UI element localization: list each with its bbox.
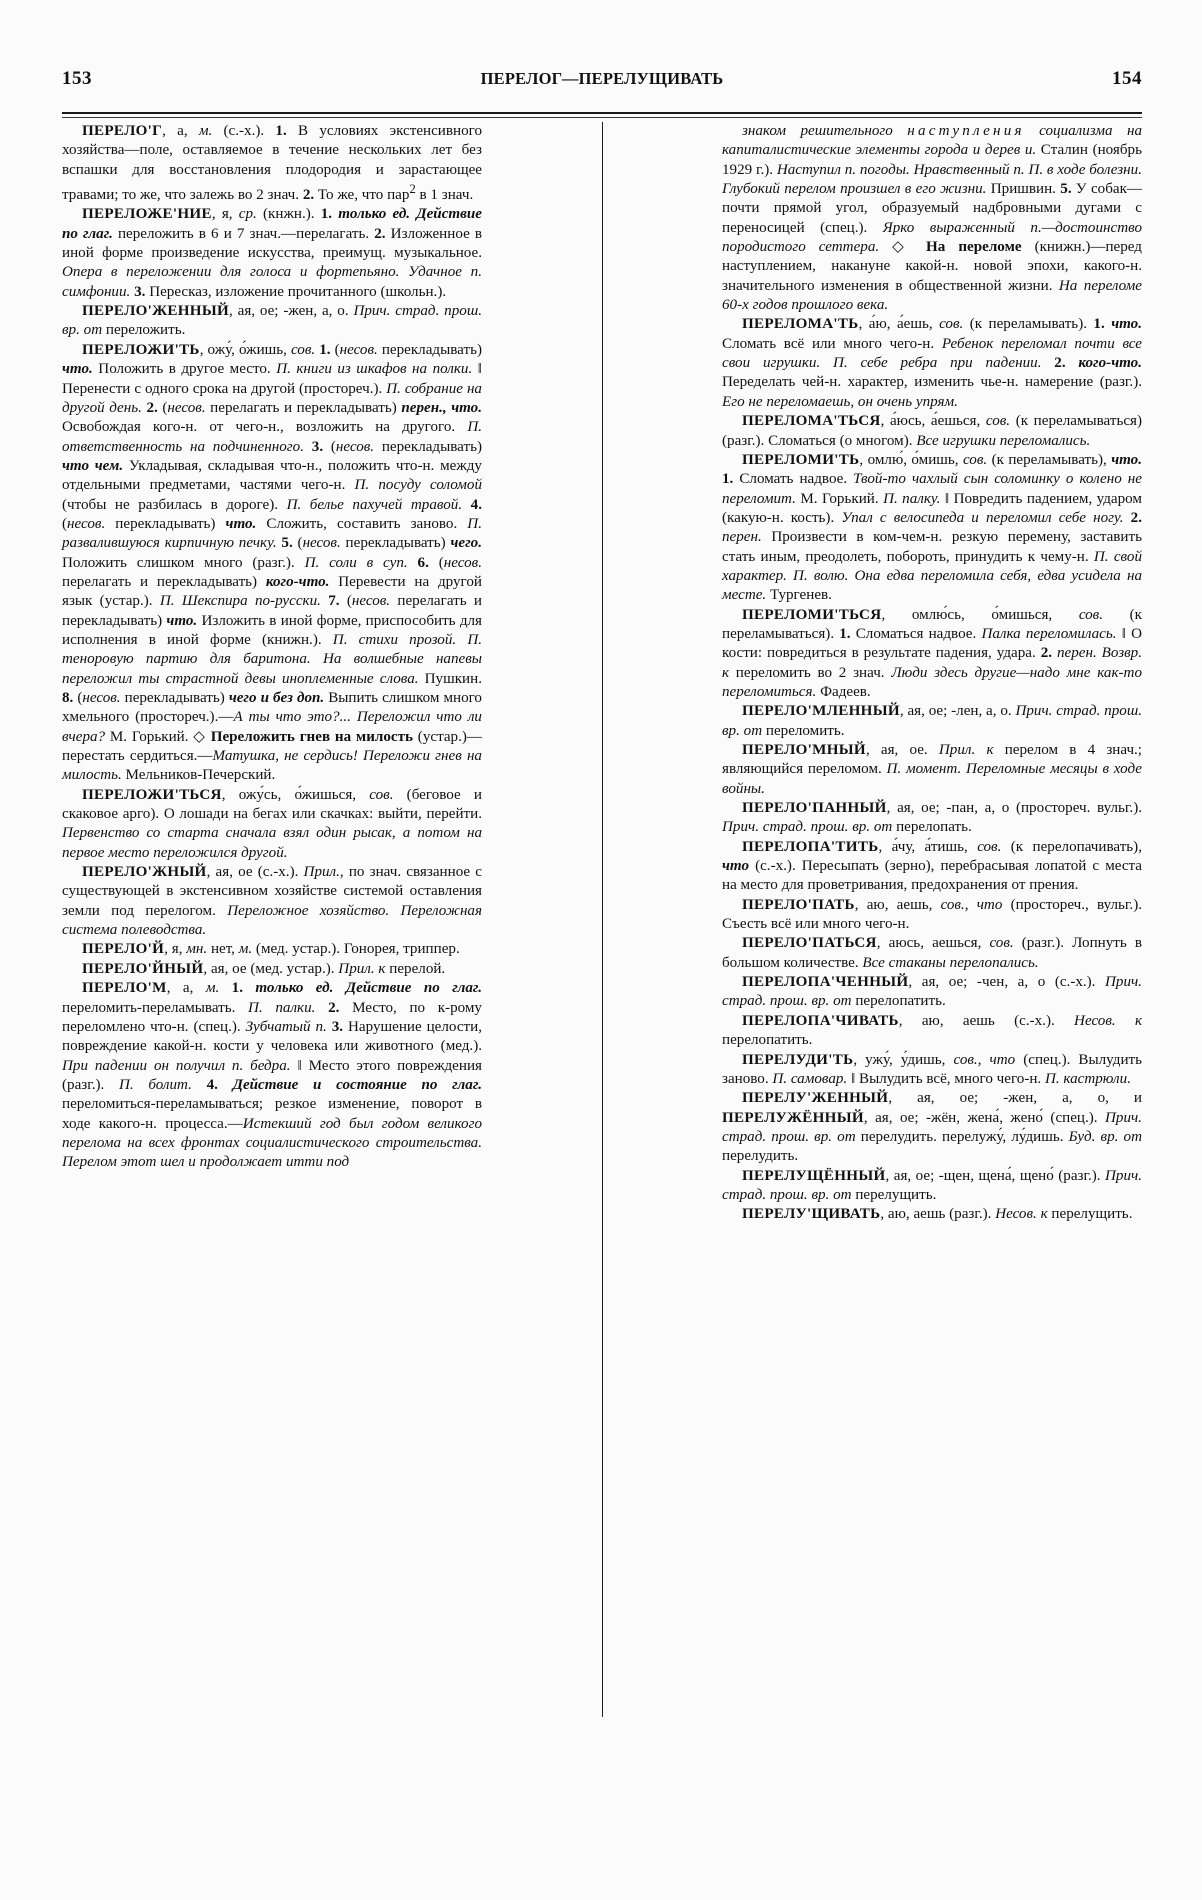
dictionary-entry: ПЕРЕЛОЖИ'ТЬСЯ, ожу́сь, о́жишься, сов. (беговое и скаковое арго). О лошади на бегах или скачках: выйти, перейти. Первенство со старта сначала взял один рысак, а потом на первое место переложился другой. (62, 786, 482, 861)
folio-right: 154 (1112, 68, 1142, 89)
dictionary-entry: ПЕРЕЛОМИ'ТЬСЯ, омлю́сь, о́мишься, сов. (к переламываться). 1. Сломаться надвое. Палка переломилась. ‖ О кости: повредиться в результате падения, удара. 2. перен. Возвр. к переломить во 2 знач. Люди здесь другие—надо мне как-то переломиться. Фадеев. (722, 606, 1142, 700)
column-divider-rule (602, 122, 603, 1717)
dictionary-entry: ПЕРЕЛО'МНЫЙ, ая, ое. Прил. к перелом в 4 знач.; являющийся переломом. П. момент. Переломные месяцы в ходе войны. (722, 742, 1143, 797)
dictionary-entry: ПЕРЕЛО'ПАННЫЙ, ая, ое; -пан, а, о (простореч. вульг.). Прич. страд. прош. вр. от перелопать. (722, 800, 1142, 836)
dictionary-entry: ПЕРЕЛО'Г, а, м. (с.-х.). 1. В условиях экстенсивного хозяйства—поле, оставляемое в течение нескольких лет без вспашки для восстановления плодородия и зарастающее травами; то же, что залежь во 2 знач. 2. То же, что пар$^2$ в 1 знач. (62, 123, 482, 204)
folio-left: 153 (62, 68, 92, 89)
dictionary-entry: ПЕРЕЛОМА'ТЬСЯ, а́юсь, а́ешься, сов. (к переламываться) (разг.). Сломаться (о многом). Все игрушки переломались. (722, 413, 1142, 449)
dictionary-entry: ПЕРЕЛО'Й, я, мн. нет, м. (мед. устар.). Гонорея, триппер. (82, 941, 460, 958)
dictionary-entry: ПЕРЕЛОМИ'ТЬ, омлю́, о́мишь, сов. (к переламывать), что. 1. Сломать надвое. Твой-то чахлый сын соломинку о колено не переломит. М. Горький. П. палку. ‖ Повредить падением, ударом (какую-н. кость). Упал с велосипеда и переломил себе ногу. 2. перен. Произвести в ком-чем-н. резкую перемену, заставить стать иным, преодолеть, побороть, принудить к чему-н. П. свой характер. П. волю. Она едва переломила себя, едва усидела на месте. Тургенев. (722, 451, 1142, 604)
dictionary-entry: ПЕРЕЛУЩЁННЫЙ, ая, ое; -щен, щена́, щено́ (разг.). Прич. страд. прош. вр. от перелущить. (722, 1167, 1142, 1203)
column-right (722, 122, 1142, 1722)
dictionary-entry: ПЕРЕЛОПА'ЧЕННЫЙ, ая, ое; -чен, а, о (с.-х.). Прич. страд. прош. вр. от перелопатить. (722, 974, 1142, 1010)
dictionary-entry: ПЕРЕЛОМА'ТЬ, а́ю, а́ешь, сов. (к переламывать). 1. что. Сломать всё или много чего-н. Ребенок переломал почти все свои игрушки. П. себе ребра при падении. 2. кого-что. Переделать чей-н. характер, изменить чье-н. намерение (разг.). Его не переломаешь, он очень упрям. (722, 316, 1142, 410)
page-header (62, 68, 1142, 94)
dictionary-entry: ПЕРЕЛОЖЕ'НИЕ, я, ср. (кнжн.). 1. только ед. Действие по глаг. переложить в 6 и 7 знач.—перелагать. 2. Изложенное в иной форме произведение искусства, преимущ. музыкальное. Опера в переложении для голоса и фортепьяно. Удачное п. симфонии. 3. Пересказ, изложение прочитанного (школьн.). (62, 206, 483, 300)
dictionary-entry: ПЕРЕЛУ'ЖЕННЫЙ, ая, ое; -жен, а, о, и ПЕРЕЛУЖЁННЫЙ, ая, ое; -жён, жена́, жено́ (спец.). Прич. страд. прош. вр. от перелудить. перелужу́, лу́дишь. Буд. вр. от перелудить. (722, 1090, 1142, 1165)
header-rule (62, 112, 1142, 118)
running-head: ПЕРЕЛОГ—ПЕРЕЛУЩИВАТЬ (480, 69, 724, 88)
dictionary-entry: ПЕРЕЛОПА'ТИТЬ, а́чу, а́тишь, сов. (к перелопачивать), что (с.-х.). Пересыпать (зерно), перебрасывая лопатой с места на место для проветривания, предохранения от прения. (722, 838, 1142, 894)
dictionary-entry: ПЕРЕЛОПА'ЧИВАТЬ, аю, аешь (с.-х.). Несов. к перелопатить. (722, 1012, 1142, 1049)
dictionary-entry: ПЕРЕЛУ'ЩИВАТЬ, аю, аешь (разг.). Несов. к перелущить. (742, 1206, 1133, 1223)
dictionary-entry: ПЕРЕЛО'ПАТЬ, аю, аешь, сов., что (простореч., вульг.). Съесть всё или много чего-н. (722, 896, 1142, 933)
dictionary-entry: ПЕРЕЛО'ЖЕННЫЙ, ая, ое; -жен, а, о. Прич. страд. прош. вр. от переложить. (62, 303, 482, 339)
dictionary-entry: ПЕРЕЛО'ЖНЫЙ, ая, ое (с.-х.). Прил., по знач. связанное с существующей в экстенсивном хозяйстве системой оставления земли под перелогом. Переложное хозяйство. Переложная система полеводства. (62, 864, 482, 939)
column-left (62, 122, 482, 1722)
dictionary-entry: ПЕРЕЛО'ПАТЬСЯ, аюсь, аешься, сов. (разг.). Лопнуть в большом количестве. Все стаканы перелопались. (722, 935, 1142, 971)
dictionary-entry: знаком решительного наступления социализма на капиталистические элементы города и дерев и. Сталин (ноябрь 1929 г.). Наступил п. погоды. Нравственный п. П. в ходе болезни. Глубокий перелом произшел в его жизни. Пришвин. 5. У собак—почти прямой угол, образуемый надбровными дугами с переносицей (спец.). Ярко выраженный п.—достоинство породистого сеттера. ◇ На переломе (книжн.)—перед наступлением, накануне какой-н. новой эпохи, какого-н. значительного изменения в общественной жизни. На переломе 60-х годов прошлого века. (722, 123, 1142, 314)
two-column-body (62, 122, 1142, 1722)
dictionary-entry: ПЕРЕЛО'МЛЕННЫЙ, ая, ое; -лен, а, о. Прич. страд. прош. вр. от переломить. (722, 703, 1142, 739)
dictionary-entry: ПЕРЕЛО'ЙНЫЙ, ая, ое (мед. устар.). Прил. к перелой. (82, 960, 446, 977)
dictionary-entry: ПЕРЕЛО'М, а, м. 1. только ед. Действие по глаг. переломить-переламывать. П. палки. 2. Место, по к-рому переломлено что-н. (спец.). Зубчатый п. 3. Нарушение целости, повреждение какой-н. кости у человека или животного (мед.). При падении он получил п. бедра. ‖ Место этого повреждения (разг.). П. болит. 4. Действие и состояние по глаг. переломиться-переламываться; резкое изменение, поворот в ходе какого-н. процесса.—Истекший год был годом великого перелома на всех фронтах социалистического строительства. Перелом этот шел и продолжает итти под (62, 980, 483, 1171)
dictionary-entry: ПЕРЕЛОЖИ'ТЬ, ожу́, о́жишь, сов. 1. (несов. перекладывать) что. Положить в другое место. П. книги из шкафов на полки. ‖ Перенести с одного срока на другой (простореч.). П. собрание на другой день. 2. (несов. перелагать и перекладывать) перен., что. Освобождая кого-н. от чего-н., возложить на другого. П. ответственность на подчиненного. 3. (несов. перекладывать) что чем. Укладывая, складывая что-н., положить что-н. между отдельными предметами, частями чего-н. П. посуду соломой (чтобы не разбилась в дороге). П. белье пахучей травой. 4. (несов. перекладывать) что. Сложить, составить заново. П. развалившуюся кирпичную печку. 5. (несов. перекладывать) чего. Положить слишком много (разг.). П. соли в суп. 6. (несов. перелагать и перекладывать) кого-что. Перевести на другой язык (устар.). П. Шекспира по-русски. 7. (несов. перелагать и перекладывать) что. Изложить в иной форме, приспособить для исполнения в иной форме (книжн.). П. стихи прозой. П. теноровую партию для баритона. На волшебные напевы переложил ты страстной девы иноплеменные слова. Пушкин. 8. (несов. перекладывать) чего и без доп. Выпить слишком много хмельного (простореч.).—А ты что это?... Переложил что ли вчера? М. Горький. ◇ Переложить гнев на милость (устар.)—перестать сердиться.—Матушка, не сердись! Переложи гнев на милость. Мельников-Печерский. (62, 341, 483, 784)
dictionary-entry: ПЕРЕЛУДИ'ТЬ, ужу́, у́дишь, сов., что (спец.). Вылудить заново. П. самовар. ‖ Вылудить всё, много чего-н. П. кастрюли. (722, 1051, 1142, 1087)
column-gutter (482, 122, 722, 1722)
